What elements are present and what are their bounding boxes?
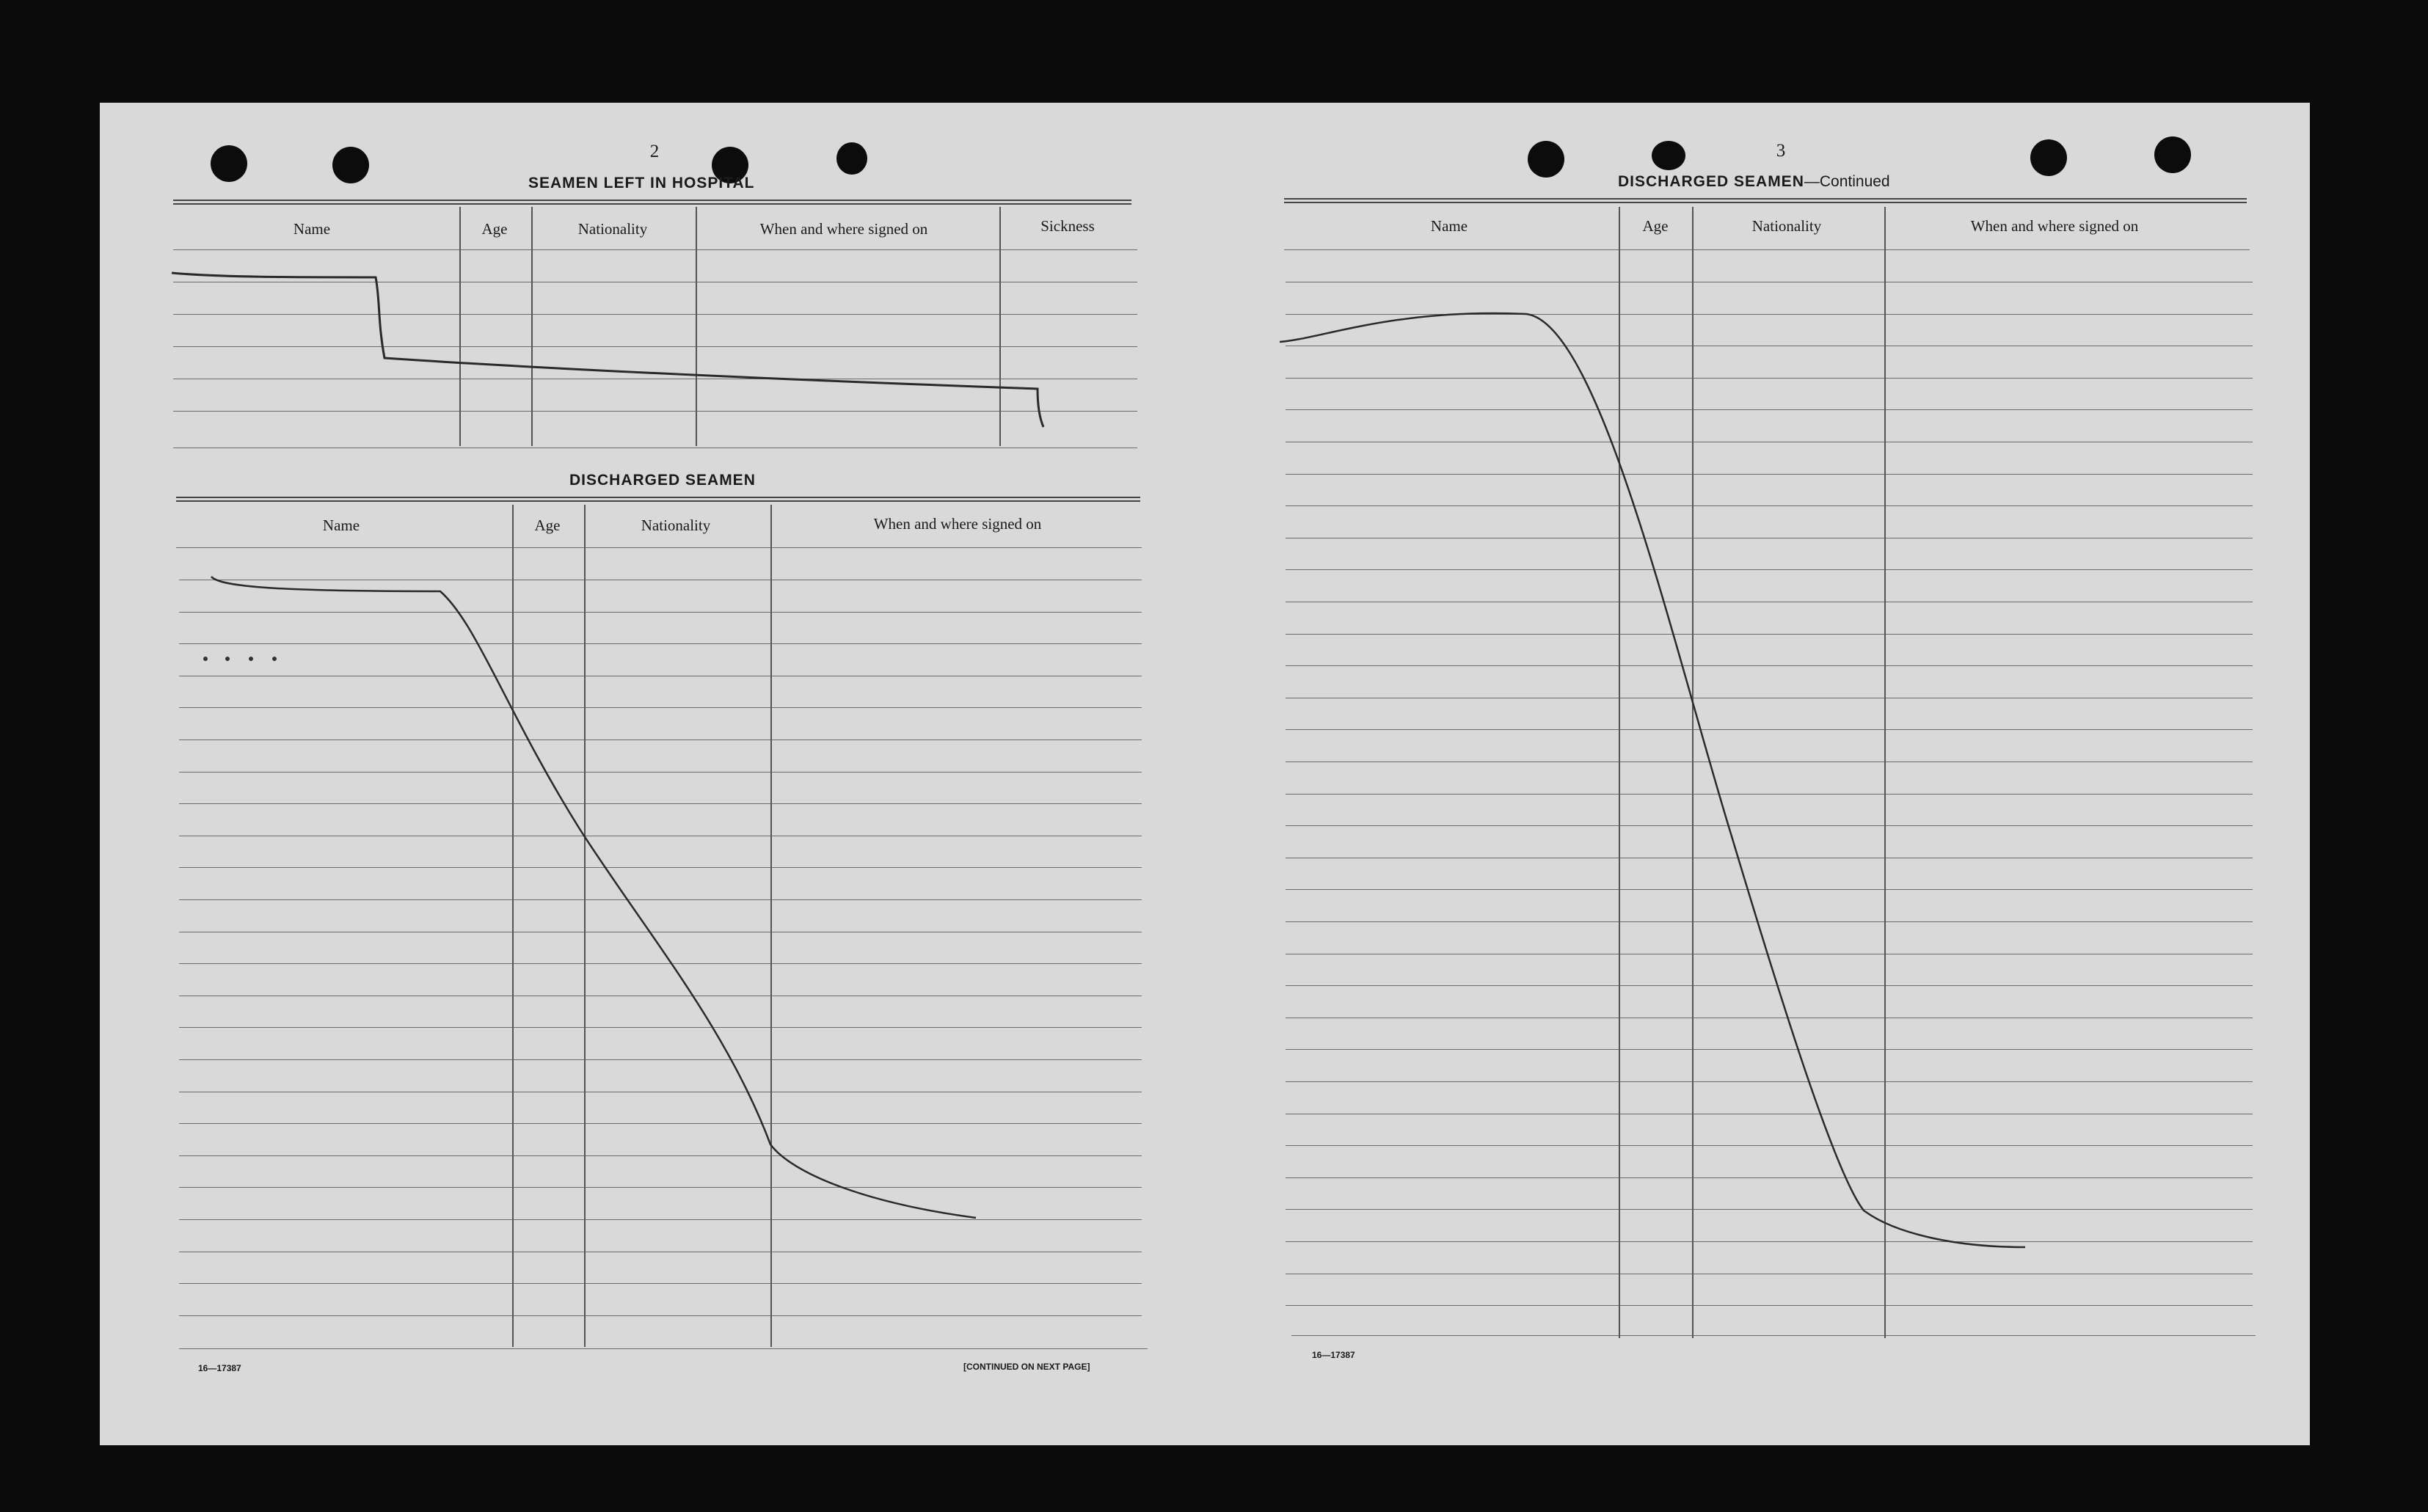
discharged-col-signed-on: When and where signed on [873,515,1042,533]
right-cancel-stroke [1280,313,2025,1247]
right-title-suffix: —Continued [1804,173,1890,190]
right-col-nationality: Nationality [1751,217,1822,235]
discharged-col-nationality: Nationality [641,516,711,534]
right-col-signed-on: When and where signed on [1970,217,2139,235]
left-form-number: 16—17387 [198,1363,241,1373]
dot-marks [203,657,277,661]
discharged-col-name: Name [322,516,360,534]
hospital-section-title: SEAMEN LEFT IN HOSPITAL [528,175,755,191]
right-form-number: 16—17387 [1312,1350,1355,1360]
hospital-cancel-stroke [172,273,1043,427]
discharged-col-age: Age [534,516,561,534]
right-page-number: 3 [1776,141,1786,161]
right-title-main: DISCHARGED SEAMEN [1618,173,1804,190]
hospital-col-name: Name [293,220,331,238]
right-col-name: Name [1430,217,1468,235]
hospital-col-age: Age [481,220,508,238]
hospital-col-signed-on: When and where signed on [759,220,928,238]
right-col-age: Age [1642,217,1669,235]
hospital-col-nationality: Nationality [577,220,648,238]
continued-note: [CONTINUED ON NEXT PAGE] [963,1362,1090,1372]
discharged-cancel-stroke [211,577,976,1218]
discharged-section-title: DISCHARGED SEAMEN [569,472,756,489]
hospital-col-sickness: Sickness [1040,217,1095,235]
left-page-number: 2 [649,142,660,161]
